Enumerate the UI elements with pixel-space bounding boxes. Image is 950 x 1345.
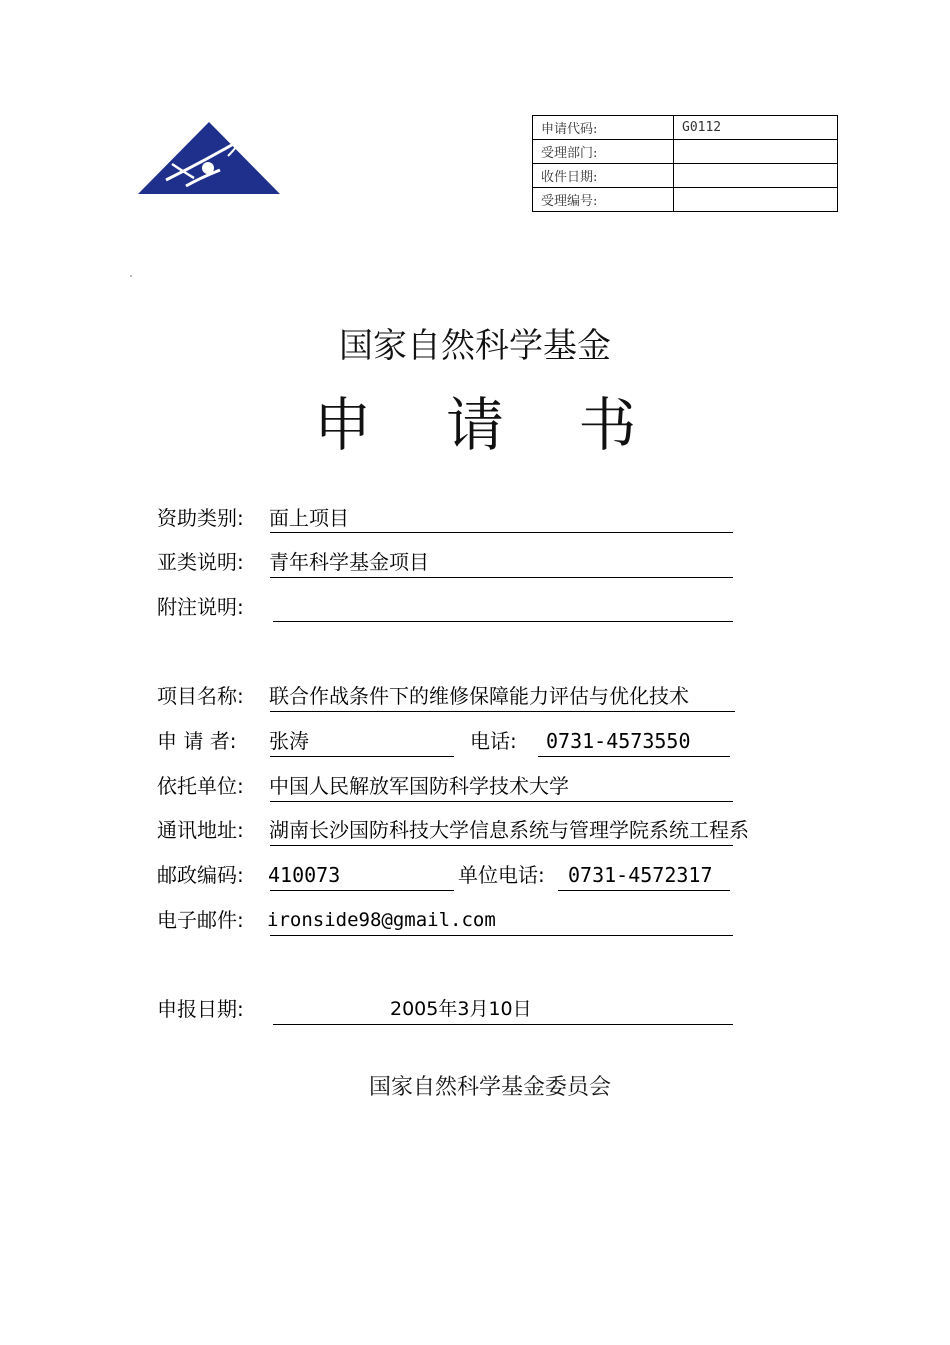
acceptance-number-value xyxy=(674,188,838,212)
table-row xyxy=(533,164,838,188)
applicant-value: 张涛 xyxy=(269,729,309,753)
postcode-value: 410073 xyxy=(268,863,341,887)
underline xyxy=(270,801,733,802)
applicant-row xyxy=(157,727,691,755)
underline xyxy=(270,845,733,846)
institution-label: 依托单位: xyxy=(157,774,244,798)
submission-date-label: 申报日期: xyxy=(157,997,244,1021)
subcategory-label: 亚类说明: xyxy=(157,550,244,574)
postcode-label: 邮政编码: xyxy=(157,863,244,887)
underline xyxy=(270,711,735,712)
note-label: 附注说明: xyxy=(157,595,244,619)
table-row xyxy=(533,140,838,164)
email-value: ironside98@gmail.com xyxy=(267,909,496,931)
application-code-value: G0112 xyxy=(674,116,838,140)
underline xyxy=(270,577,733,578)
project-name-row xyxy=(157,682,689,710)
funding-category-row xyxy=(157,504,349,532)
org-title: 国家自然科学基金 xyxy=(339,326,611,366)
underline xyxy=(270,935,733,936)
submission-date-value: 2005年3月10日 xyxy=(390,998,532,1020)
issuer-footer: 国家自然科学基金委员会 xyxy=(368,1075,611,1100)
phone-label: 电话: xyxy=(470,729,517,753)
receiving-dept-label: 受理部门: xyxy=(533,140,674,164)
receipt-date-label: 收件日期: xyxy=(533,164,674,188)
subcategory-value: 青年科学基金项目 xyxy=(269,550,429,574)
postcode-row xyxy=(157,861,713,889)
underline xyxy=(273,1024,733,1025)
note-row xyxy=(157,593,244,621)
underline xyxy=(538,756,730,757)
underline xyxy=(270,532,733,533)
admin-info-table xyxy=(532,115,838,212)
underline xyxy=(270,756,454,757)
acceptance-number-label: 受理编号: xyxy=(533,188,674,212)
email-row xyxy=(157,906,496,934)
project-name-value: 联合作战条件下的维修保障能力评估与优化技术 xyxy=(269,684,689,708)
unit-phone-label: 单位电话: xyxy=(458,863,545,887)
email-label: 电子邮件: xyxy=(157,908,244,932)
table-row xyxy=(533,116,838,140)
underline xyxy=(273,621,733,622)
speck xyxy=(130,275,132,277)
funding-category-label: 资助类别: xyxy=(157,506,244,530)
underline xyxy=(270,890,454,891)
application-code-label: 申请代码: xyxy=(533,116,674,140)
address-value: 湖南长沙国防科技大学信息系统与管理学院系统工程系 xyxy=(269,818,749,842)
doc-title: 申 请 书 xyxy=(313,391,665,459)
phone-value: 0731-4573550 xyxy=(546,729,691,753)
address-label: 通讯地址: xyxy=(157,818,244,842)
underline xyxy=(558,890,730,891)
funding-category-value: 面上项目 xyxy=(269,506,349,530)
submission-date-row xyxy=(157,995,532,1023)
nsfc-logo xyxy=(136,120,282,196)
receipt-date-value xyxy=(674,164,838,188)
unit-phone-value: 0731-4572317 xyxy=(568,863,713,887)
institution-value: 中国人民解放军国防科学技术大学 xyxy=(269,774,569,798)
institution-row xyxy=(157,772,569,800)
table-row xyxy=(533,188,838,212)
applicant-label: 申 请 者: xyxy=(157,729,237,753)
address-row xyxy=(157,816,749,844)
receiving-dept-value xyxy=(674,140,838,164)
subcategory-row xyxy=(157,548,429,576)
project-name-label: 项目名称: xyxy=(157,684,244,708)
